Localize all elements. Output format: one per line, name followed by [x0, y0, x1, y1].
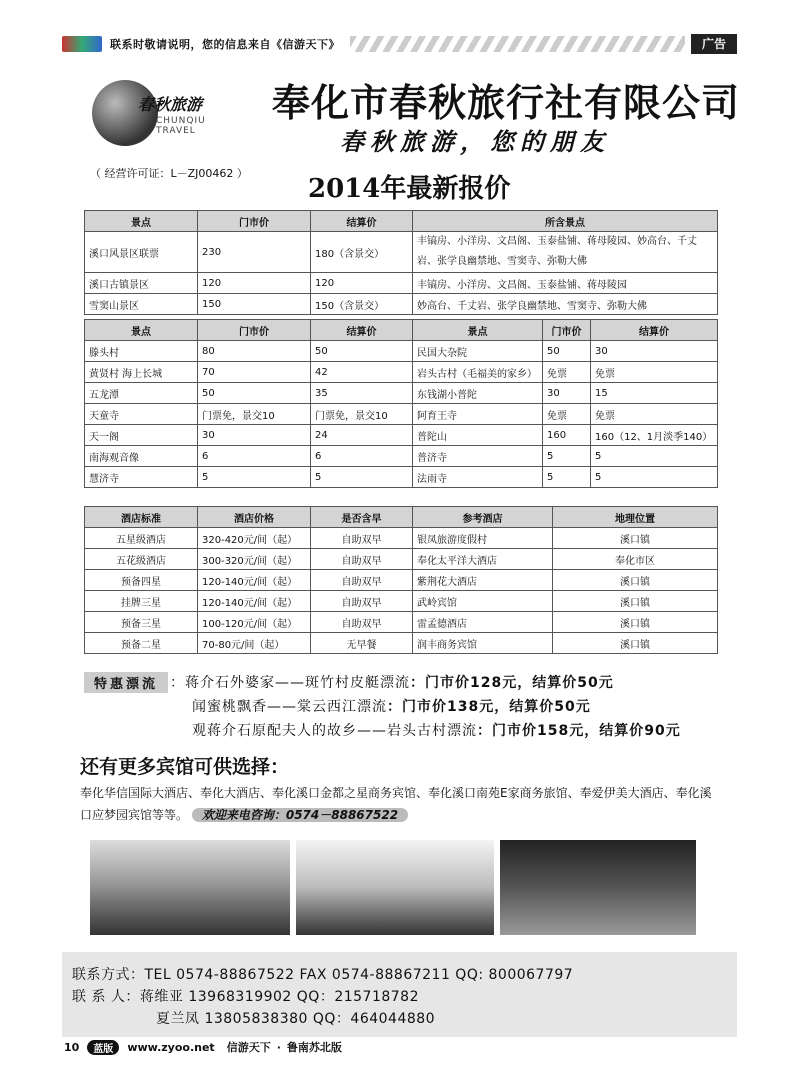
- slogan: 春秋旅游，您的朋友: [340, 127, 610, 156]
- table-cell: 5: [591, 446, 718, 467]
- table-cell: 法雨寺: [413, 467, 543, 488]
- table-cell: 普济寺: [413, 446, 543, 467]
- table-cell: 免票: [591, 404, 718, 425]
- table-cell: 42: [311, 362, 413, 383]
- special-label: 特惠漂流: [84, 672, 168, 693]
- offer-line: [192, 720, 681, 740]
- brand-logo: [88, 78, 248, 158]
- hotel-list: 奉化华信国际大酒店、奉化大酒店、奉化溪口金都之星商务宾馆、奉化溪口南苑E家商务旅馆、奉爱伊美大酒店、奉化溪口应梦园宾馆等等。: [80, 786, 712, 822]
- table-row: [85, 273, 718, 294]
- col-header: 是否含早: [311, 507, 413, 528]
- table-cell: 30: [591, 341, 718, 362]
- col-header: 景点: [413, 320, 543, 341]
- table-cell: 120: [198, 273, 311, 294]
- table-row: [85, 549, 718, 570]
- table-row: [85, 612, 718, 633]
- table-cell: 300-320元/间（起）: [198, 549, 311, 570]
- table-cell: 门票免，景交10: [311, 404, 413, 425]
- table-cell: 奉化市区: [553, 549, 718, 570]
- table-cell: 溪口镇: [553, 612, 718, 633]
- table-cell: 丰镐房、小洋房、文昌阁、玉泰盐铺、蒋母陵园: [413, 273, 718, 294]
- table-cell: 30: [198, 425, 311, 446]
- table-row: [85, 383, 718, 404]
- table-row: [85, 591, 718, 612]
- table-cell: 24: [311, 425, 413, 446]
- table-cell: 160（12、1月淡季140）: [591, 425, 718, 446]
- license-number: （ 经营许可证：L－ZJ00462 ）: [90, 167, 248, 180]
- col-header: 酒店价格: [198, 507, 311, 528]
- table-cell: 120-140元/间（起）: [198, 570, 311, 591]
- hotline: 欢迎来电咨询：0574－88867522: [192, 808, 408, 822]
- buddha-photo: [500, 840, 696, 935]
- table-cell: 35: [311, 383, 413, 404]
- table-cell: 150（含景交）: [311, 294, 413, 315]
- offer-price: ：门市价128元，结算价50元: [410, 675, 614, 691]
- table-cell: 5: [543, 467, 591, 488]
- col-header: 门市价: [198, 211, 311, 232]
- table-cell: 230: [198, 232, 311, 273]
- site-url: www.zyoo.net: [127, 1040, 215, 1054]
- brand-logo-cn: 春秋旅游: [138, 95, 203, 114]
- offer-route: 观蒋介石原配夫人的故乡——岩头古村漂流: [192, 723, 477, 739]
- table-row: [85, 467, 718, 488]
- hotel-table: [84, 506, 718, 654]
- contact-row: 夏兰凤 13805838380 QQ：464044880: [156, 1011, 436, 1027]
- col-header: 结算价: [591, 320, 718, 341]
- offer-route: 闻蜜桃飘香——棠云西江漂流: [192, 699, 387, 715]
- edition-badge: 蓝版: [87, 1040, 119, 1055]
- table-row: [85, 446, 718, 467]
- table-cell: 免票: [543, 362, 591, 383]
- col-header: 地理位置: [553, 507, 718, 528]
- table-cell: 5: [591, 467, 718, 488]
- table-cell: 无早餐: [311, 633, 413, 654]
- table-cell: 阿育王寺: [413, 404, 543, 425]
- table-cell: 150: [198, 294, 311, 315]
- scenic-price-table: [84, 319, 718, 488]
- ad-label: 广告: [691, 34, 737, 54]
- more-hotels-text: [80, 782, 720, 826]
- table-cell: 慧济寺: [85, 467, 198, 488]
- header-notice: 联系时敬请说明，您的信息来自《信游天下》: [110, 38, 340, 51]
- table-cell: 挂牌三星: [85, 591, 198, 612]
- temple-photo: [90, 840, 290, 935]
- table-row: [85, 633, 718, 654]
- table-cell: 预备二星: [85, 633, 198, 654]
- table-cell: 溪口古镇景区: [85, 273, 198, 294]
- table-cell: 溪口风景区联票: [85, 232, 198, 273]
- table-cell: 溪口镇: [553, 591, 718, 612]
- contact-info: [72, 964, 573, 1030]
- table-cell: 溪口镇: [553, 528, 718, 549]
- table-cell: 雷孟德酒店: [413, 612, 553, 633]
- table-cell: 自助双早: [311, 549, 413, 570]
- table-cell: 50: [543, 341, 591, 362]
- table-cell: 门票免，景交10: [198, 404, 311, 425]
- table-cell: 滕头村: [85, 341, 198, 362]
- header-stripes: [350, 36, 685, 52]
- header-bar: [62, 33, 737, 55]
- table-cell: 50: [311, 341, 413, 362]
- table-cell: 180（含景交）: [311, 232, 413, 273]
- table-row: [85, 425, 718, 446]
- table-cell: 丰镐房、小洋房、文昌阁、玉泰盐铺、蒋母陵园、妙高台、千丈岩、张学良幽禁地、雪窦寺、弥勒大佛: [413, 232, 718, 273]
- table-cell: 五星级酒店: [85, 528, 198, 549]
- table-cell: 100-120元/间（起）: [198, 612, 311, 633]
- table-cell: 70: [198, 362, 311, 383]
- table-row: [85, 362, 718, 383]
- table-cell: 预备三星: [85, 612, 198, 633]
- table-cell: 妙高台、千丈岩、张学良幽禁地、雪窦寺、弥勒大佛: [413, 294, 718, 315]
- table-cell: 润丰商务宾馆: [413, 633, 553, 654]
- offer-line: [170, 672, 614, 692]
- edition-region: 鲁南苏北版: [286, 1041, 342, 1054]
- table-cell: 6: [311, 446, 413, 467]
- table-cell: 6: [198, 446, 311, 467]
- table-cell: 免票: [543, 404, 591, 425]
- table-cell: 50: [198, 383, 311, 404]
- table-cell: 120: [311, 273, 413, 294]
- scenic-package-table: [84, 210, 718, 315]
- table-cell: 30: [543, 383, 591, 404]
- table-cell: 自助双早: [311, 528, 413, 549]
- col-header: 酒店标准: [85, 507, 198, 528]
- table-cell: 普陀山: [413, 425, 543, 446]
- table-cell: 免票: [591, 362, 718, 383]
- table-row: [85, 570, 718, 591]
- table-cell: 自助双早: [311, 591, 413, 612]
- contact-row: 联 系 人：蒋维亚 13968319902 QQ：215718782: [72, 989, 419, 1005]
- table-cell: 15: [591, 383, 718, 404]
- table-row: [85, 294, 718, 315]
- col-header: 门市价: [543, 320, 591, 341]
- table-cell: 奉化太平洋大酒店: [413, 549, 553, 570]
- table-cell: 民国大杂院: [413, 341, 543, 362]
- col-header: 参考酒店: [413, 507, 553, 528]
- table-cell: 溪口镇: [553, 570, 718, 591]
- more-hotels-title: 还有更多宾馆可供选择：: [80, 756, 290, 778]
- table-cell: 银凤旅游度假村: [413, 528, 553, 549]
- table-cell: 320-420元/间（起）: [198, 528, 311, 549]
- page-footer: 10 蓝版 www.zyoo.net 信游天下 · 鲁南苏北版: [64, 1040, 342, 1055]
- table-cell: 溪口镇: [553, 633, 718, 654]
- table-row: [85, 341, 718, 362]
- brand-logo-en: CHUNQIU TRAVEL: [156, 116, 206, 136]
- table-cell: 70-80元/间（起）: [198, 633, 311, 654]
- table-cell: 天一阁: [85, 425, 198, 446]
- hall-photo: [296, 840, 494, 935]
- price-title: 2014年最新报价: [308, 174, 511, 204]
- table-cell: 预备四星: [85, 570, 198, 591]
- contact-row: 联系方式：TEL 0574-88867522 FAX 0574-88867211 QQ: 800067797: [72, 967, 574, 983]
- table-cell: 自助双早: [311, 612, 413, 633]
- offer-price: ：门市价158元，结算价90元: [477, 723, 681, 739]
- col-header: 门市价: [198, 320, 311, 341]
- table-row: [85, 528, 718, 549]
- table-cell: 120-140元/间（起）: [198, 591, 311, 612]
- col-header: 景点: [85, 211, 198, 232]
- offer-line: [192, 696, 591, 716]
- table-cell: 五花级酒店: [85, 549, 198, 570]
- col-header: 所含景点: [413, 211, 718, 232]
- table-cell: 自助双早: [311, 570, 413, 591]
- table-cell: 南海观音像: [85, 446, 198, 467]
- table-cell: 5: [311, 467, 413, 488]
- table-cell: 雪窦山景区: [85, 294, 198, 315]
- table-cell: 武岭宾馆: [413, 591, 553, 612]
- offer-route: ：蒋介石外婆家——斑竹村皮艇漂流: [170, 675, 410, 691]
- table-cell: 岩头古村（毛福美的家乡）: [413, 362, 543, 383]
- company-name: 奉化市春秋旅行社有限公司: [272, 81, 741, 125]
- table-cell: 五龙潭: [85, 383, 198, 404]
- table-cell: 5: [198, 467, 311, 488]
- table-cell: 80: [198, 341, 311, 362]
- offer-price: ：门市价138元，结算价50元: [387, 699, 591, 715]
- table-cell: 东钱湖小普陀: [413, 383, 543, 404]
- col-header: 结算价: [311, 211, 413, 232]
- table-cell: 160: [543, 425, 591, 446]
- table-row: [85, 232, 718, 273]
- table-cell: 5: [543, 446, 591, 467]
- col-header: 景点: [85, 320, 198, 341]
- page-number: 10: [64, 1040, 80, 1054]
- col-header: 结算价: [311, 320, 413, 341]
- table-cell: 紫荆花大酒店: [413, 570, 553, 591]
- table-row: [85, 404, 718, 425]
- table-cell: 天童寺: [85, 404, 198, 425]
- publisher-logo: [62, 36, 102, 52]
- table-cell: 黄贤村 海上长城: [85, 362, 198, 383]
- publication-name: 信游天下: [226, 1041, 271, 1054]
